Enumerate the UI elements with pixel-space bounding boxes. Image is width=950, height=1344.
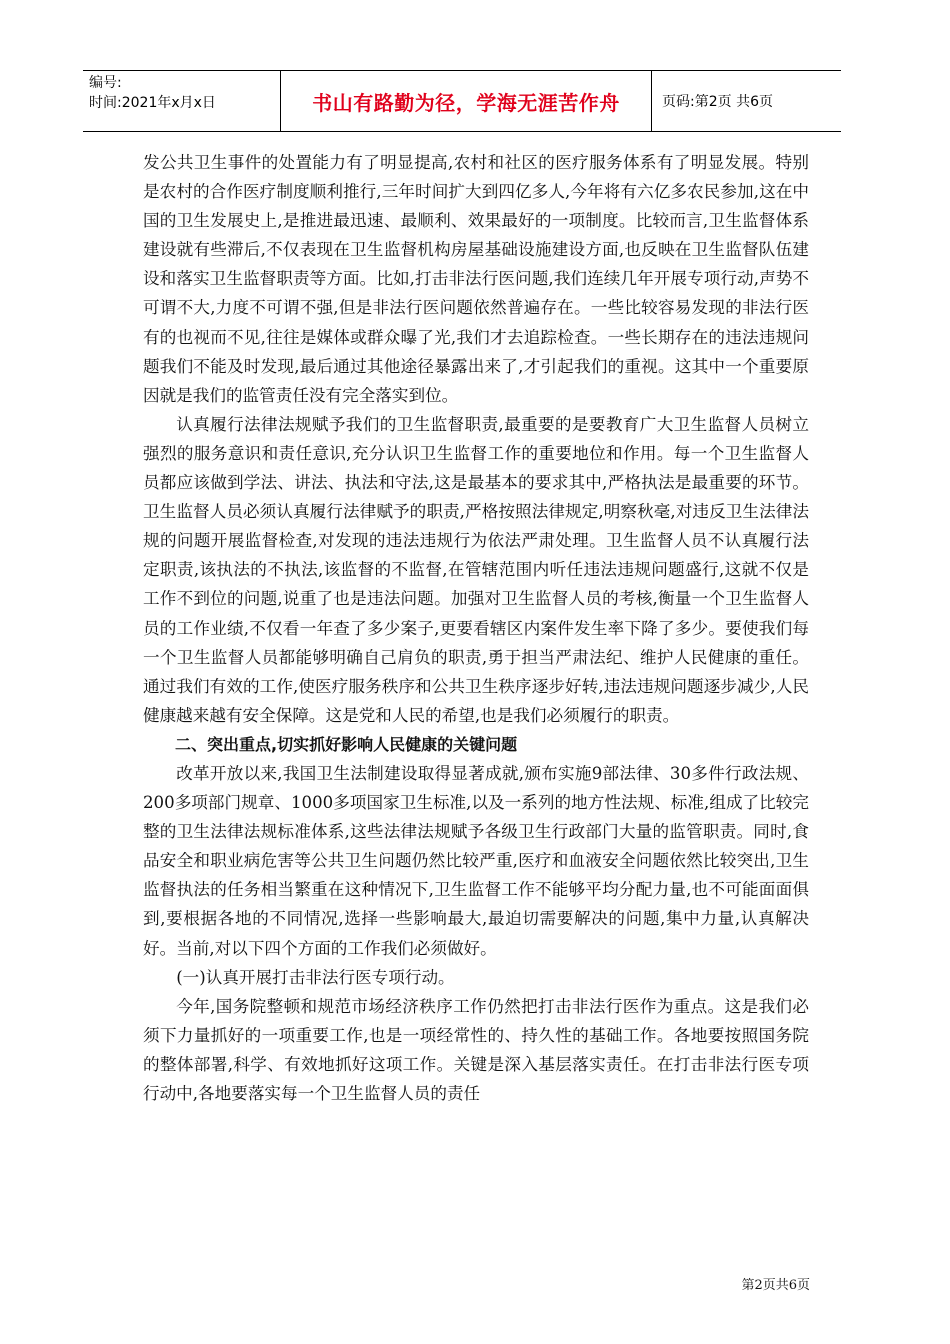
document-body — [143, 148, 809, 1108]
page-footer: 第2页共6页 — [741, 1278, 810, 1293]
page-header — [83, 70, 841, 132]
document-date-label: 时间:2021年x月x日 — [89, 95, 216, 111]
body-paragraph: 发公共卫生事件的处置能力有了明显提高,农村和社区的医疗服务体系有了明显发展。特别是农村的合作医疗制度顺利推行,三年时间扩大到四亿多人,今年将有六亿多农民参加,这在中国的卫生发展史上,是推进最迅速、最顺利、效果最好的一项制度。比较而言,卫生监督体系建设就有些滞后,不仅表现在卫生监督机构房屋基础设施建设方面,也反映在卫生监督队伍建设和落实卫生监督职责等方面。比如,打击非法行医问题,我们连续几年开展专项行动,声势不可谓不大,力度不可谓不强,但是非法行医问题依然普遍存在。一些比较容易发现的非法行医有的也视而不见,往往是媒体或群众曝了光,我们才去追踪检查。一些长期存在的违法违规问题我们不能及时发现,最后通过其他途径暴露出来了,才引起我们的重视。这其中一个重要原因就是我们的监管责任没有完全落实到位。 — [143, 153, 809, 405]
header-page-number: 页码:第2页 共6页 — [662, 94, 773, 110]
body-paragraph: 认真履行法律法规赋予我们的卫生监督职责,最重要的是要教育广大卫生监督人员树立强烈的服务意识和责任意识,充分认识卫生监督工作的重要地位和作用。每一个卫生监督人员都应该做到学法、讲法、执法和守法,这是最基本的要求其中,严格执法是最重要的环节。卫生监督人员必须认真履行法律赋予的职责,严格按照法律规定,明察秋毫,对违反卫生法律法规的问题开展监督检查,对发现的违法违规行为依法严肃处理。卫生监督人员不认真履行法定职责,该执法的不执法,该监督的不监督,在管辖范围内听任违法违规问题盛行,这就不仅是工作不到位的问题,说重了也是违法问题。加强对卫生监督人员的考核,衡量一个卫生监督人员的工作业绩,不仅看一年查了多少案子,更要看辖区内案件发生率下降了多少。要使我们每一个卫生监督人员都能够明确自己肩负的职责,勇于担当严肃法纪、维护人民健康的重任。通过我们有效的工作,使医疗服务秩序和公共卫生秩序逐步好转,违法违规问题逐步减少,人民健康越来越有安全保障。这是党和人民的希望,也是我们必须履行的职责。 — [143, 414, 809, 725]
body-paragraph: 今年,国务院整顿和规范市场经济秩序工作仍然把打击非法行医作为重点。这是我们必须下力量抓好的一项重要工作,也是一项经常性的、持久性的基础工作。各地要按照国务院的整体部署,科学、有效地抓好这项工作。关键是深入基层落实责任。在打击非法行医专项行动中,各地要落实每一个卫生监督人员的责任 — [143, 996, 809, 1103]
header-motto: 书山有路勤为径，学海无涯苦作舟 — [281, 71, 652, 131]
header-meta — [83, 71, 281, 131]
body-paragraph: 改革开放以来,我国卫生法制建设取得显著成就,颁布实施9部法律、30多件行政法规、200多项部门规章、1000多项国家卫生标准,以及一系列的地方性法规、标准,组成了比较完整的卫生法律法规标准体系,这些法律法规赋予各级卫生行政部门大量的监管职责。同时,食品安全和职业病危害等公共卫生问题仍然比较严重,医疗和血液安全问题依然比较突出,卫生监督执法的任务相当繁重在这种情况下,卫生监督工作不能够平均分配力量,也不可能面面俱到,要根据各地的不同情况,选择一些影响最大,最迫切需要解决的问题,集中力量,认真解决好。当前,对以下四个方面的工作我们必须做好。 — [143, 763, 809, 958]
document-number-label: 编号: — [89, 75, 122, 91]
section-heading: 二、突出重点,切实抓好影响人民健康的关键问题 — [175, 734, 518, 754]
subsection-heading: (一)认真开展打击非法行医专项行动。 — [176, 967, 455, 987]
